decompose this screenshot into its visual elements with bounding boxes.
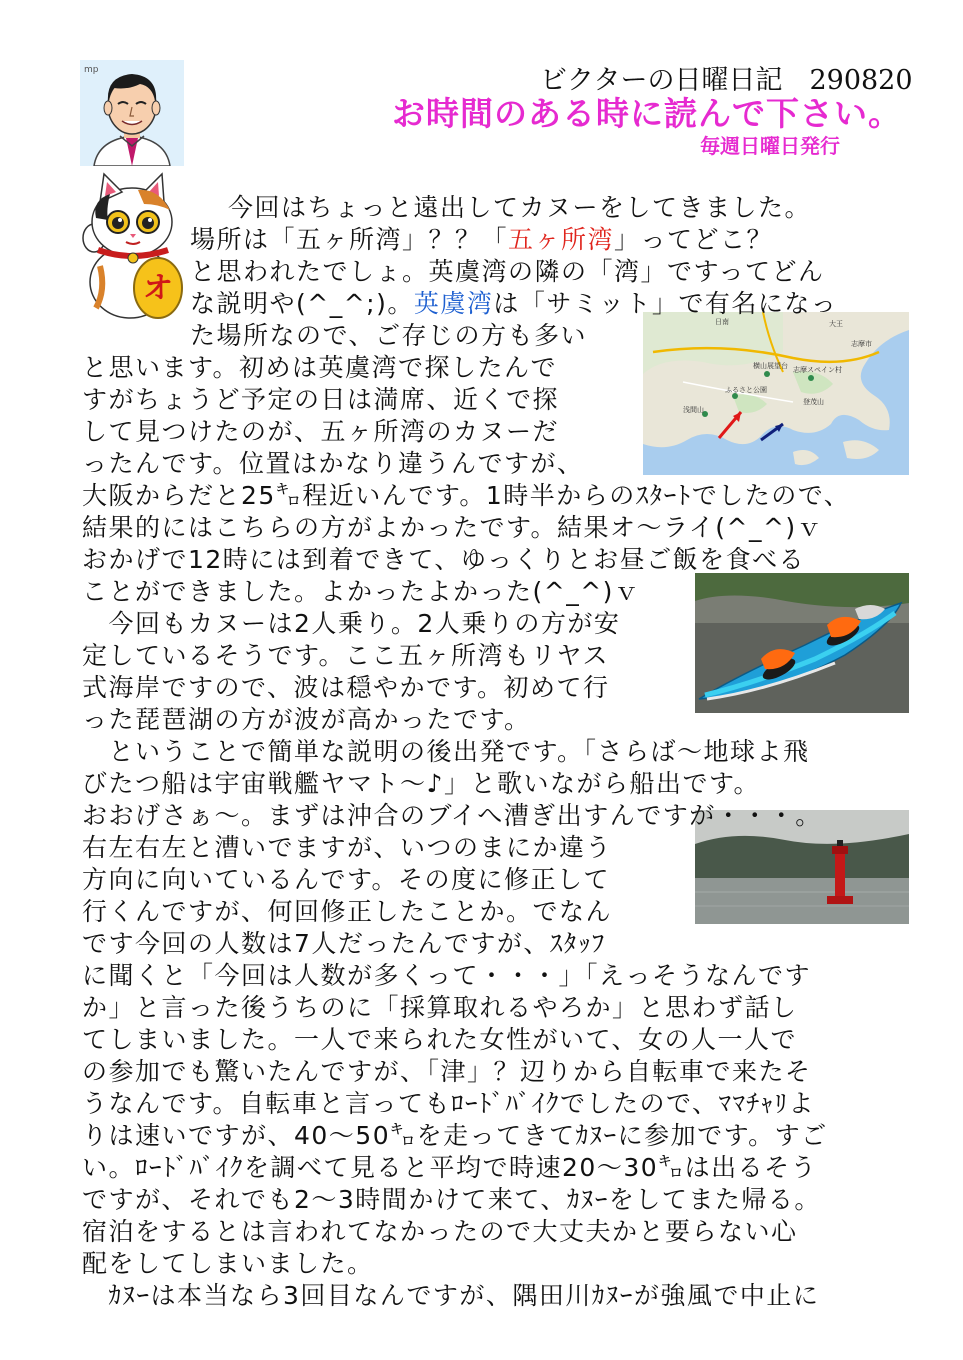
body-text-line — [190, 224, 773, 256]
body-text-line — [82, 1088, 815, 1120]
map-label: 大王 — [829, 320, 843, 328]
body-text-line — [82, 480, 850, 512]
body-text: うなんです。自転車と言ってもﾛｰﾄﾞﾊﾞｲｸでしたので、ﾏﾏﾁｬﾘよ — [82, 1089, 816, 1118]
body-text: 配をしてしまいました。 — [82, 1249, 374, 1278]
body-text: と思われたでしょ。英虞湾の隣の「湾」ですってどん — [190, 257, 825, 286]
body-text-line — [190, 320, 587, 352]
body-text: 場所は「五ヶ所湾」？？「 — [190, 225, 509, 254]
body-text: ｶﾇｰは本当なら3回目なんですが、隅田川ｶﾇｰが強風で中止に — [82, 1281, 820, 1310]
body-text-line — [82, 1056, 812, 1088]
body-text-line — [82, 384, 559, 416]
body-text: です今回の人数は7人だったんですが、ｽﾀｯﾌ — [82, 929, 606, 958]
body-text-line — [82, 960, 811, 992]
body-text: 」ってどこ？ — [614, 225, 774, 254]
body-text-line — [82, 928, 606, 960]
body-text: すがちょうど予定の日は満席、近くで探 — [82, 385, 560, 414]
body-text: は「サミット」で有名になっ — [493, 289, 838, 318]
map-label: ふるさと公園 — [725, 386, 767, 394]
map-label: 横山展望台 — [753, 362, 788, 370]
body-text: ことができました。よかったよかった(^_^)ｖ — [82, 577, 641, 606]
body-text: た場所なので、ご存じの方も多い — [190, 321, 588, 350]
body-text: の参加でも驚いたんですが、「津」？辺りから自転車で来たそ — [82, 1057, 812, 1086]
avatar-tag: mp — [84, 65, 99, 75]
map-label: 日南 — [715, 318, 729, 326]
body-text-line — [228, 192, 811, 224]
body-text-line — [82, 544, 805, 576]
body-text: な説明や(^_^;)。 — [190, 289, 414, 318]
highlighted-place-name: 五ヶ所湾 — [508, 225, 615, 254]
body-text: った琵琶湖の方が波が高かったです。 — [82, 705, 531, 734]
body-text: 式海岸ですので、波は穏やかです。初めて行 — [82, 673, 610, 702]
body-text-line — [82, 896, 612, 928]
body-text: 行くんですが、何回修正したことか。でなん — [82, 897, 613, 926]
body-text: に聞くと「今回は人数が多くって・・・」「えっそうなんです — [82, 961, 812, 990]
body-text-line — [82, 1120, 828, 1152]
body-text-line — [82, 768, 760, 800]
body-text: ということで簡単な説明の後出発です。「さらば～地球よ飛 — [82, 737, 810, 766]
body-text: りは速いですが、40～50㌔を走ってきてｶﾇｰに参加です。すご — [82, 1121, 828, 1150]
body-text-line — [82, 864, 610, 896]
body-text-line — [82, 704, 531, 736]
body-text: てしまいました。一人で来られた女性がいて、女の人一人で — [82, 1025, 798, 1054]
body-text: 右左右左と漕いでますが、いつのまにか違う — [82, 833, 613, 862]
body-text-line — [82, 1216, 798, 1248]
body-text-line — [82, 832, 612, 864]
body-text: か」と言った後うちのに「採算取れるやろか」と思わず話し — [82, 993, 798, 1022]
body-text-line — [82, 640, 609, 672]
body-text-line — [82, 512, 823, 544]
body-text-line — [82, 416, 559, 448]
body-text-line — [82, 576, 640, 608]
body-text-line — [82, 1184, 821, 1216]
body-text: 宿泊をするとは言われてなかったので大丈夫かと要らない心 — [82, 1217, 798, 1246]
body-text: びたつ船は宇宙戦艦ヤマト～♪」と歌いながら船出です。 — [82, 769, 760, 798]
newsletter-subtitle: お時間のある時に読んで下さい。 — [392, 94, 902, 133]
highlighted-place-name: 英虞湾 — [413, 289, 494, 318]
publication-frequency: 毎週日曜日発行 — [700, 134, 840, 158]
map-label: 浅間山 — [683, 406, 704, 414]
map-label: 登茂山 — [803, 398, 824, 406]
map-label: 志摩スペイン村 — [793, 366, 842, 374]
body-text: 結果的にはこちらの方がよかったです。結果オ～ライ(^_^)ｖ — [82, 513, 824, 542]
body-text-line — [82, 608, 620, 640]
body-text-line — [190, 288, 837, 320]
body-text: おおげさぁ～。まずは沖合のブイへ漕ぎ出すんですが・・・。 — [82, 801, 822, 830]
body-text: 今回はちょっと遠出してカヌーをしてきました。 — [228, 193, 812, 222]
coin-mark: オ — [143, 271, 173, 306]
body-text: 今回もカヌーは2人乗り。2人乗りの方が安 — [82, 609, 621, 638]
body-text: と思います。初めは英虞湾で探したんで — [82, 353, 558, 382]
body-text: 定しているそうです。ここ五ヶ所湾もリヤス — [82, 641, 610, 670]
body-text-line — [82, 1280, 819, 1312]
body-text-line — [82, 1024, 797, 1056]
body-text-line — [82, 992, 798, 1024]
body-text-line — [82, 672, 610, 704]
body-text: ですが、それでも2～3時間かけて来て、ｶﾇｰをしてまた帰る。 — [82, 1185, 821, 1214]
body-text-line — [82, 1248, 374, 1280]
body-text-line — [190, 256, 825, 288]
body-text: して見つけたのが、五ヶ所湾のカヌーだ — [82, 417, 560, 446]
body-text-line — [82, 1152, 817, 1184]
body-text-line — [82, 448, 584, 480]
body-text-line — [82, 352, 557, 384]
body-text: 方向に向いているんです。その度に修正して — [82, 865, 611, 894]
map-label: 志摩市 — [851, 340, 872, 348]
body-text: い。ﾛｰﾄﾞﾊﾞｲｸを調べて見ると平均で時速20～30㌔は出るそう — [82, 1153, 818, 1182]
body-text: おかげで12時には到着できて、ゆっくりとお昼ご飯を食べる — [82, 545, 806, 574]
body-text: ったんです。位置はかなり違うんですが、 — [82, 449, 584, 478]
newsletter-title: ビクターの日曜日記 290820 — [540, 65, 913, 96]
body-text: 大阪からだと25㌔程近いんです。1時半からのｽﾀｰﾄでしたので、 — [82, 481, 851, 510]
body-text-line — [82, 736, 810, 768]
body-text-line — [82, 800, 822, 832]
